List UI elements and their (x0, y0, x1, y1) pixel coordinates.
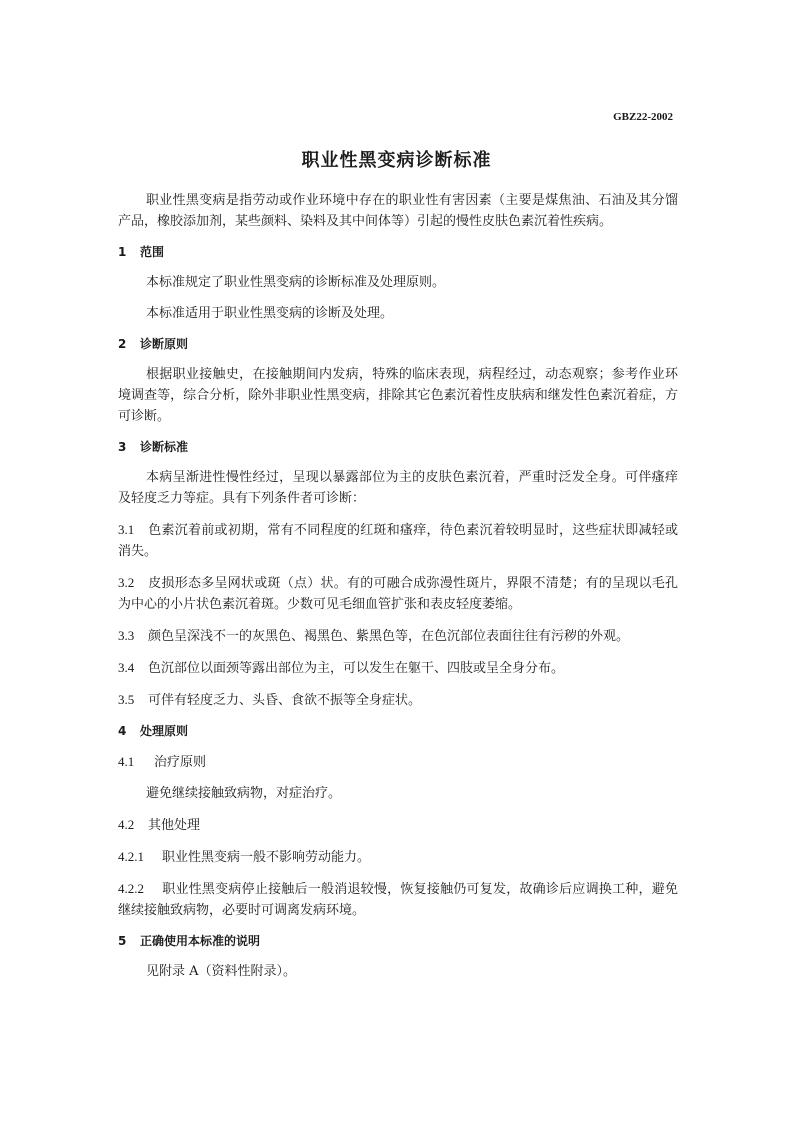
section-1-heading (118, 242, 678, 263)
section-title: 处理原则 (140, 724, 189, 738)
clause-4-2-2 (118, 878, 678, 921)
section-title: 范围 (140, 245, 165, 259)
clause-number: 4.2.1 (118, 849, 144, 864)
clause-3-2 (118, 572, 678, 615)
section-2-paragraph: 根据职业接触史，在接触期间内发病，特殊的临床表现，病程经过，动态观察；参考作业环境调查等，综合分析，除外非职业性黑变病，排除其它色素沉着性皮肤病和继发性色素沉着症，方可诊断。 (118, 367, 678, 424)
clause-text: 色沉部位以面颈等露出部位为主，可以发生在躯干、四肢或呈全身分布。 (148, 661, 565, 676)
section-5-paragraph: 见附录 A（资料性附录）。 (146, 964, 297, 979)
clause-number: 3.5 (118, 692, 135, 707)
clause-4-1 (118, 751, 678, 773)
clause-number: 3.3 (118, 628, 135, 643)
section-4-heading (118, 721, 678, 742)
clause-3-5 (118, 689, 678, 711)
clause-4-2-1 (118, 846, 678, 868)
section-number: 3 (118, 440, 127, 454)
section-title: 诊断原则 (140, 337, 189, 351)
clause-text: 职业性黑变病一般不影响劳动能力。 (162, 850, 371, 865)
clause-number: 4.2.2 (118, 881, 144, 896)
clause-number: 3.4 (118, 660, 135, 675)
section-1-paragraph-1: 本标准规定了职业性黑变病的诊断标准及处理原则。 (146, 275, 446, 290)
intro-paragraph: 职业性黑变病是指劳动或作业环境中存在的职业性有害因素（主要是煤焦油、石油及其分馏产品，橡胶添加剂，某些颜料、染料及其中间体等）引起的慢性皮肤色素沉着性疾病。 (118, 193, 678, 229)
section-2-heading (118, 334, 678, 355)
section-number: 4 (118, 724, 127, 738)
clause-3-1 (118, 519, 678, 562)
standard-code: GBZ22-2002 (613, 111, 673, 123)
clause-text: 职业性黑变病停止接触后一般消退较慢，恢复接触仍可复发，故确诊后应调换工种，避免继续接触致病物，必要时可调离发病环境。 (118, 882, 678, 918)
section-title: 诊断标准 (140, 440, 189, 454)
clause-number: 3.1 (118, 522, 135, 537)
clause-text: 皮损形态多呈网状或斑（点）状。有的可融合成弥漫性斑片，界限不清楚；有的呈现以毛孔为中心的小片状色素沉着斑。少数可见毛细血管扩张和表皮轻度萎缩。 (118, 576, 678, 612)
clause-text: 颜色呈深浅不一的灰黑色、褐黑色、紫黑色等，在色沉部位表面往往有污秽的外观。 (148, 629, 630, 644)
clause-text: 可伴有轻度乏力、头昏、食欲不振等全身症状。 (148, 693, 422, 708)
clause-3-3 (118, 625, 678, 647)
section-1-paragraph-2: 本标准适用于职业性黑变病的诊断及处理。 (146, 306, 394, 321)
section-number: 1 (118, 245, 127, 259)
clause-3-4 (118, 657, 678, 679)
section-number: 2 (118, 337, 127, 351)
clause-title: 其他处理 (148, 818, 201, 833)
section-3-heading (118, 437, 678, 458)
clause-4-2 (118, 814, 678, 836)
clause-4-1-text: 避免继续接触致病物，对症治疗。 (146, 786, 342, 801)
clause-title: 治疗原则 (154, 755, 207, 770)
clause-number: 3.2 (118, 575, 135, 590)
section-5-heading (118, 931, 678, 952)
document-body (118, 190, 678, 992)
section-title: 正确使用本标准的说明 (140, 934, 261, 948)
clause-text: 色素沉着前或初期，常有不同程度的红斑和瘙痒，待色素沉着较明显时，这些症状即减轻或消失。 (118, 523, 678, 559)
document-title: 职业性黑变病诊断标准 (301, 150, 492, 171)
clause-number: 4.2 (118, 817, 135, 832)
section-number: 5 (118, 934, 127, 948)
section-3-paragraph: 本病呈渐进性慢性经过，呈现以暴露部位为主的皮肤色素沉着，严重时泛发全身。可伴瘙痒及轻度乏力等症。具有下列条件者可诊断： (118, 470, 678, 506)
clause-number: 4.1 (118, 754, 135, 769)
